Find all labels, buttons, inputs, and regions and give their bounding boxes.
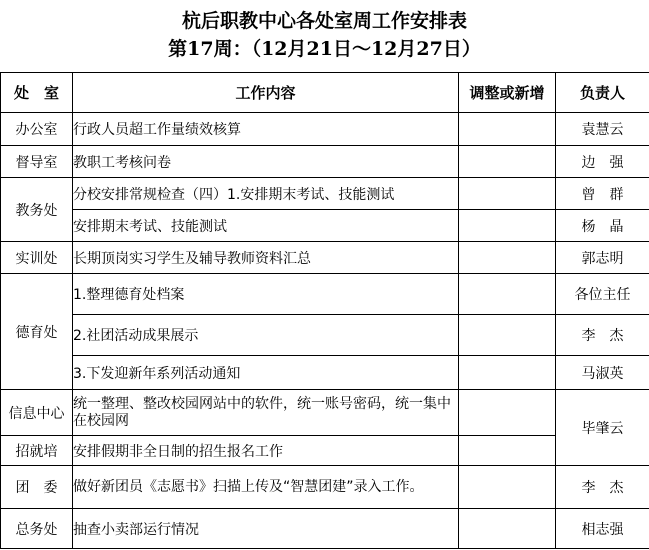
owner-cell: 郭志明 xyxy=(556,242,649,274)
dept-cell: 信息中心 xyxy=(1,390,73,436)
dept-cell: 团 委 xyxy=(1,466,73,509)
adjust-cell xyxy=(459,436,556,466)
owner-cell: 相志强 xyxy=(556,509,649,549)
task-cell: 行政人员超工作量绩效核算 xyxy=(73,113,459,146)
task-cell: 教职工考核问卷 xyxy=(73,146,459,178)
dept-cell: 办公室 xyxy=(1,113,73,146)
table-row xyxy=(1,242,649,274)
schedule-table xyxy=(0,72,649,549)
adjust-cell xyxy=(459,356,556,390)
title-block xyxy=(0,0,649,72)
task-cell: 安排期末考试、技能测试 xyxy=(73,210,459,242)
owner-cell: 各位主任 xyxy=(556,274,649,315)
table-row xyxy=(1,113,649,146)
header-row xyxy=(1,73,649,113)
page-title: 杭后职教中心各处室周工作安排表 xyxy=(181,10,467,32)
adjust-cell xyxy=(459,390,556,436)
adjust-cell xyxy=(459,315,556,356)
table-row xyxy=(1,390,649,436)
adjust-cell xyxy=(459,274,556,315)
table-row xyxy=(1,436,649,466)
dept-cell: 教务处 xyxy=(1,178,73,242)
table-row xyxy=(1,274,649,315)
owner-cell: 李 杰 xyxy=(556,315,649,356)
dept-cell: 督导室 xyxy=(1,146,73,178)
table-row xyxy=(1,210,649,242)
week-range-title: 第17周：（12月21日～12月27日） xyxy=(168,38,481,60)
task-cell: 做好新团员《志愿书》扫描上传及“智慧团建”录入工作。 xyxy=(73,466,459,509)
task-cell: 分校安排常规检查（四）1.安排期末考试、技能测试 xyxy=(73,178,459,210)
owner-cell: 马淑英 xyxy=(556,356,649,390)
table-row xyxy=(1,315,649,356)
table-row xyxy=(1,356,649,390)
owner-cell: 曾 群 xyxy=(556,178,649,210)
dept-cell: 德育处 xyxy=(1,274,73,390)
dept-cell: 招就培 xyxy=(1,436,73,466)
adjust-cell xyxy=(459,210,556,242)
task-cell: 抽查小卖部运行情况 xyxy=(73,509,459,549)
owner-cell: 李 杰 xyxy=(556,466,649,509)
owner-cell: 杨 晶 xyxy=(556,210,649,242)
table-row xyxy=(1,466,649,509)
owner-cell: 毕肇云 xyxy=(556,390,649,466)
task-cell: 安排假期非全日制的招生报名工作 xyxy=(73,436,459,466)
dept-cell: 总务处 xyxy=(1,509,73,549)
table-row xyxy=(1,146,649,178)
adjust-cell xyxy=(459,146,556,178)
header-dept: 处 室 xyxy=(1,73,73,113)
owner-cell: 边 强 xyxy=(556,146,649,178)
adjust-cell xyxy=(459,113,556,146)
adjust-cell xyxy=(459,466,556,509)
owner-cell: 袁慧云 xyxy=(556,113,649,146)
task-cell: 长期顶岗实习学生及辅导教师资料汇总 xyxy=(73,242,459,274)
task-cell: 统一整理、整改校园网站中的软件，统一账号密码，统一集中在校园网 xyxy=(73,390,459,436)
dept-cell: 实训处 xyxy=(1,242,73,274)
table-row xyxy=(1,178,649,210)
adjust-cell xyxy=(459,178,556,210)
table-row xyxy=(1,509,649,549)
task-cell: 1.整理德育处档案 xyxy=(73,274,459,315)
header-owner: 负责人 xyxy=(556,73,649,113)
task-cell: 2.社团活动成果展示 xyxy=(73,315,459,356)
header-adjust: 调整或新增 xyxy=(459,73,556,113)
task-cell: 3.下发迎新年系列活动通知 xyxy=(73,356,459,390)
header-task: 工作内容 xyxy=(73,73,459,113)
adjust-cell xyxy=(459,509,556,549)
adjust-cell xyxy=(459,242,556,274)
